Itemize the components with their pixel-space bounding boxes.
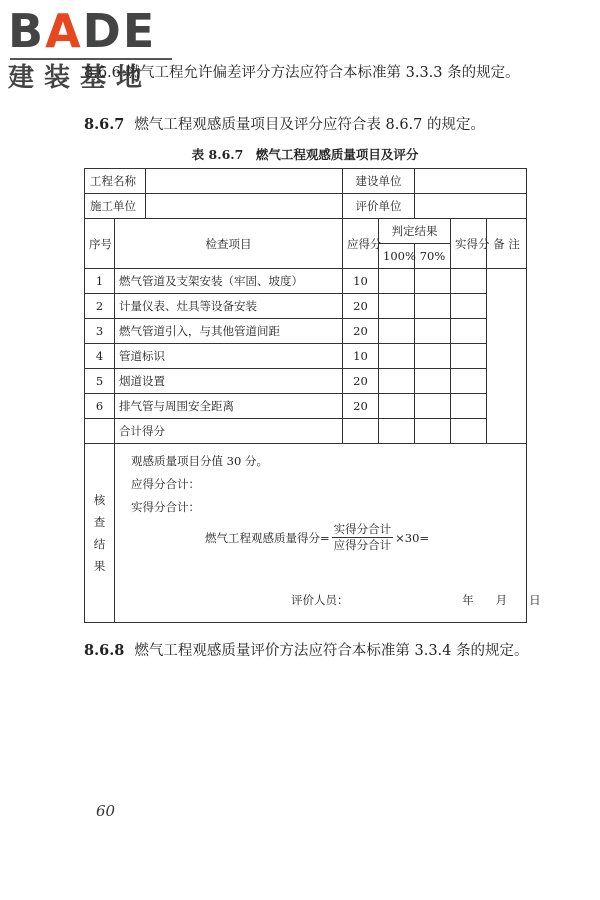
project-name-label: 工程名称 [85,169,146,193]
logo-subtitle: 建装基地 [8,63,153,93]
logo-wordmark: BADE [8,4,157,58]
row-seq: 3 [85,319,115,344]
row-score: 20 [343,369,379,394]
col-pct-100: 100% [379,244,415,269]
table-row [85,319,527,344]
table-row [85,269,527,294]
check-result-row [85,444,527,623]
logo-rule [10,58,172,60]
clause-8-6-7 [84,114,534,136]
table-caption: 表 8.6.7 燃气工程观感质量项目及评分 [191,147,419,162]
row-seq: 4 [85,344,115,369]
table-row [85,344,527,369]
clause-8-6-6: 8.6.6 燃气工程允许偏差评分方法应符合本标准第 3.3.3 条的规定。 [84,65,520,81]
row-pct-70 [415,319,451,344]
row-seq: 2 [85,294,115,319]
col-judgement: 判定结果 [379,219,451,244]
row-item: 管道标识 [115,344,343,369]
col-pct-70: 70% [415,244,451,269]
row-score: 20 [343,294,379,319]
row-actual [451,319,487,344]
brand-logo [8,4,178,99]
row-score: 20 [343,394,379,419]
row-pct-70 [415,294,451,319]
remarks-cell [487,269,527,444]
table-header-row [85,169,527,194]
evaluation-unit-value [415,194,527,219]
evaluator-signature-line [291,592,541,608]
row-pct-100 [379,369,415,394]
check-line-due-sum: 应得分合计： [131,477,200,491]
col-seq: 序号 [85,219,115,269]
row-pct-70 [415,344,451,369]
page-number: 60 [96,802,116,820]
row-pct-100 [379,344,415,369]
table-row [85,294,527,319]
total-label: 合计得分 [115,419,343,444]
row-pct-70 [415,394,451,419]
formula-fraction: $\frac{\text{实得分合计}}{\text{应得分合计}}$ [333,522,392,552]
table-row [85,369,527,394]
clause-number: 8.6.8 [84,642,125,659]
row-actual [451,269,487,294]
check-result-body [115,444,541,623]
row-score: 10 [343,269,379,294]
table-row [85,394,527,419]
row-item: 燃气管道及支架安装（牢固、坡度） [115,269,343,294]
row-seq: 5 [85,369,115,394]
construction-unit-value [415,169,527,194]
row-item: 计量仪表、灶具等设备安装 [115,294,343,319]
row-pct-70 [415,369,451,394]
evaluator-label: 评价人员： [291,593,349,607]
evaluation-date: 年 月 日 [462,593,541,607]
builder-label: 施工单位 [85,194,146,218]
logo-accent-letter: A [45,4,83,58]
row-pct-100 [379,319,415,344]
check-line-actual-sum: 实得分合计： [131,500,200,514]
score-formula: 燃气工程观感质量得分= $\frac{\text{实得分合计}}{\text{应得分合计}}$ ×30= [205,522,430,552]
col-remarks: 备 注 [487,219,527,269]
clause-number: 8.6.7 [84,116,125,133]
row-actual [451,394,487,419]
evaluation-table [84,168,541,623]
row-item: 燃气管道引入，与其他管道间距 [115,319,343,344]
row-actual [451,344,487,369]
row-pct-100 [379,394,415,419]
row-score: 20 [343,319,379,344]
row-pct-100 [379,269,415,294]
row-actual [451,369,487,394]
check-result-label: 核 查 结 果 [85,444,115,623]
total-row [85,419,527,444]
clause-text: 燃气工程观感质量项目及评分应符合表 8.6.7 的规定。 [134,117,485,133]
col-due-score: 应得分 [343,219,379,269]
clause-text: 燃气工程观感质量评价方法应符合本标准第 3.3.4 条的规定。 [134,643,529,659]
col-item: 检查项目 [115,219,343,269]
construction-unit-label: 建设单位 [343,169,415,194]
row-seq: 6 [85,394,115,419]
row-item: 烟道设置 [115,369,343,394]
col-actual-score: 实得分 [451,219,487,269]
row-seq: 1 [85,269,115,294]
evaluation-unit-label: 评价单位 [343,194,415,219]
row-item: 排气管与周围安全距离 [115,394,343,419]
row-actual [451,294,487,319]
total-actual [451,419,487,444]
check-line-total-points: 观感质量项目分值 30 分。 [131,454,268,468]
row-pct-70 [415,269,451,294]
row-pct-100 [379,294,415,319]
clause-8-6-8 [84,640,534,662]
column-header-row [85,219,527,244]
row-score: 10 [343,344,379,369]
table-header-row [85,194,527,219]
